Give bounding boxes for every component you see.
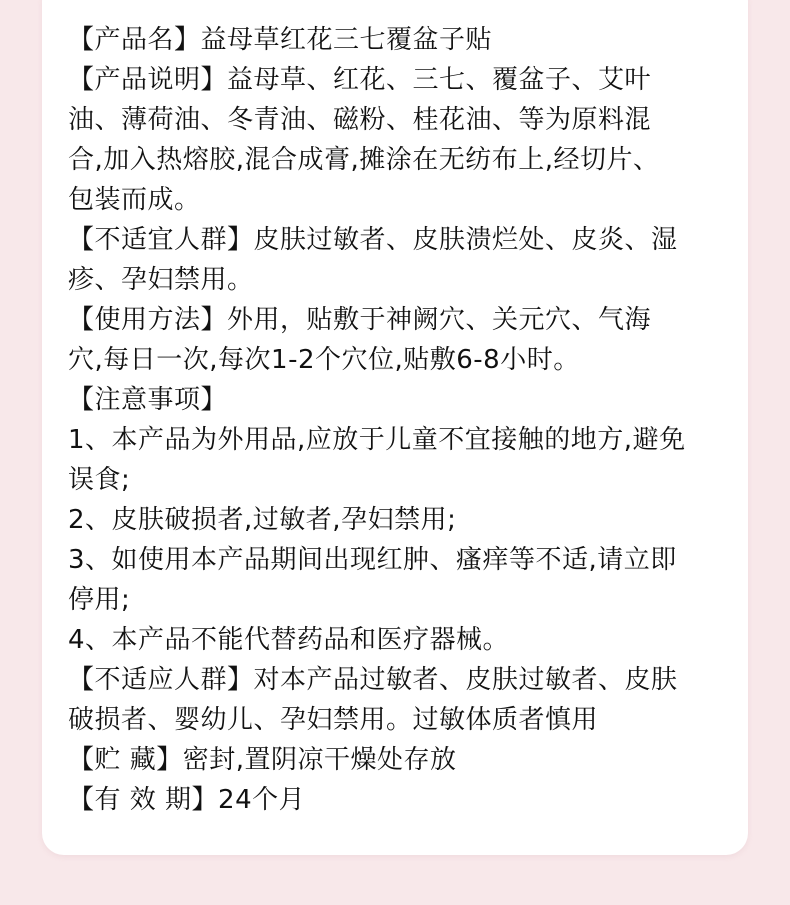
precaution-4: 4、本产品不能代替药品和医疗器械。 <box>68 625 510 655</box>
storage-line: 【贮 藏】密封,置阴凉干燥处存放 <box>68 745 457 775</box>
unsuitable-people-line-2: 破损者、婴幼儿、孕妇禁用。过敏体质者慎用 <box>68 705 599 735</box>
unsuitable-group-line-2: 疹、孕妇禁用。 <box>68 265 254 295</box>
usage-line-2: 穴,每日一次,每次1-2个穴位,贴敷6-8小时。 <box>68 345 580 375</box>
product-description-line-2: 油、薄荷油、冬青油、磁粉、桂花油、等为原料混 <box>68 105 652 135</box>
precaution-2: 2、皮肤破损者,过敏者,孕妇禁用; <box>68 505 457 535</box>
usage-line-1: 【使用方法】外用，贴敷于神阙穴、关元穴、气海 <box>68 305 652 335</box>
product-description-line-3: 合,加入热熔胶,混合成膏,摊涂在无纺布上,经切片、 <box>68 145 660 175</box>
unsuitable-people-line-1: 【不适应人群】对本产品过敏者、皮肤过敏者、皮肤 <box>68 665 678 695</box>
product-name-line: 【产品名】益母草红花三七覆盆子贴 <box>68 25 493 55</box>
precautions-heading: 【注意事项】 <box>68 385 228 415</box>
product-description-line-1: 【产品说明】益母草、红花、三七、覆盆子、艾叶 <box>68 65 652 95</box>
precaution-1-line-1: 1、本产品为外用品,应放于儿童不宜接触的地方,避免 <box>68 425 686 455</box>
precaution-1-line-2: 误食; <box>68 465 131 495</box>
precaution-3-line-1: 3、如使用本产品期间出现红肿、瘙痒等不适,请立即 <box>68 545 677 575</box>
unsuitable-group-line-1: 【不适宜人群】皮肤过敏者、皮肤溃烂处、皮炎、湿 <box>68 225 678 255</box>
precaution-3-line-2: 停用; <box>68 585 131 615</box>
product-description-line-4: 包装而成。 <box>68 185 201 215</box>
product-info-text <box>68 20 748 820</box>
validity-line: 【有 效 期】24个月 <box>68 785 306 815</box>
